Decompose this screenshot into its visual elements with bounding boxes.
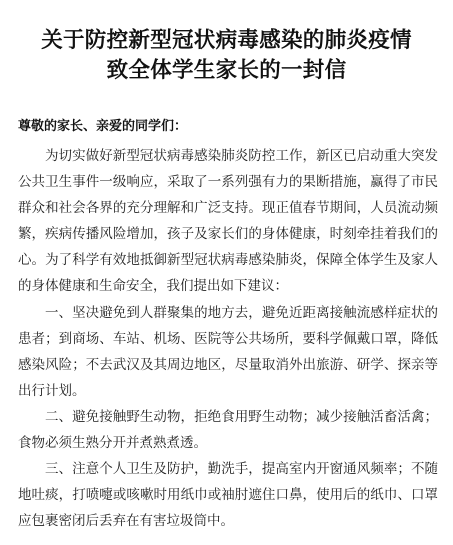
title-line-2: 致全体学生家长的一封信 — [106, 58, 347, 83]
paragraph-intro: 为切实做好新型冠状病毒感染肺炎防控工作，新区已启动重大突发公共卫生事件一级响应，采取了一系列强有力的果断措施，赢得了市民群众和社会各界的充分理解和广泛支持。现正值春节期间，人员流动频繁，疾病传播风险增加，孩子及家长们的身体健康，时刻牵挂着我们的心。为了科学有效地抵御新型冠状病毒感染肺炎，保障全体学生及家人的身体健康和生命安全，我们提出如下建议： — [18, 148, 438, 295]
letter-title — [0, 0, 453, 86]
salutation: 尊敬的家长、亲爱的同学们： — [18, 119, 188, 134]
title-line-1: 关于防控新型冠状病毒感染的肺炎疫情 — [41, 28, 412, 53]
paragraph-suggestion-2: 二、避免接触野生动物，拒绝食用野生动物；减少接触活畜活禽；食物必须生熟分开并煮熟煮透。 — [18, 408, 438, 452]
paragraph-suggestion-3: 三、注意个人卫生及防护，勤洗手，提高室内开窗通风频率；不随地吐痰，打喷嚏或咳嗽时用纸巾或袖肘遮住口鼻，使用后的纸巾、口罩应包裹密闭后丢弃在有害垃圾筒中。 — [18, 461, 438, 530]
paragraph-suggestion-1: 一、坚决避免到人群聚集的地方去，避免近距离接触流感样症状的患者；到商场、车站、机场、医院等公共场所，要科学佩戴口罩，降低感染风险；不去武汉及其周边地区，尽量取消外出旅游、研学、探亲等出行计划。 — [18, 304, 438, 399]
letter-body — [18, 143, 438, 534]
